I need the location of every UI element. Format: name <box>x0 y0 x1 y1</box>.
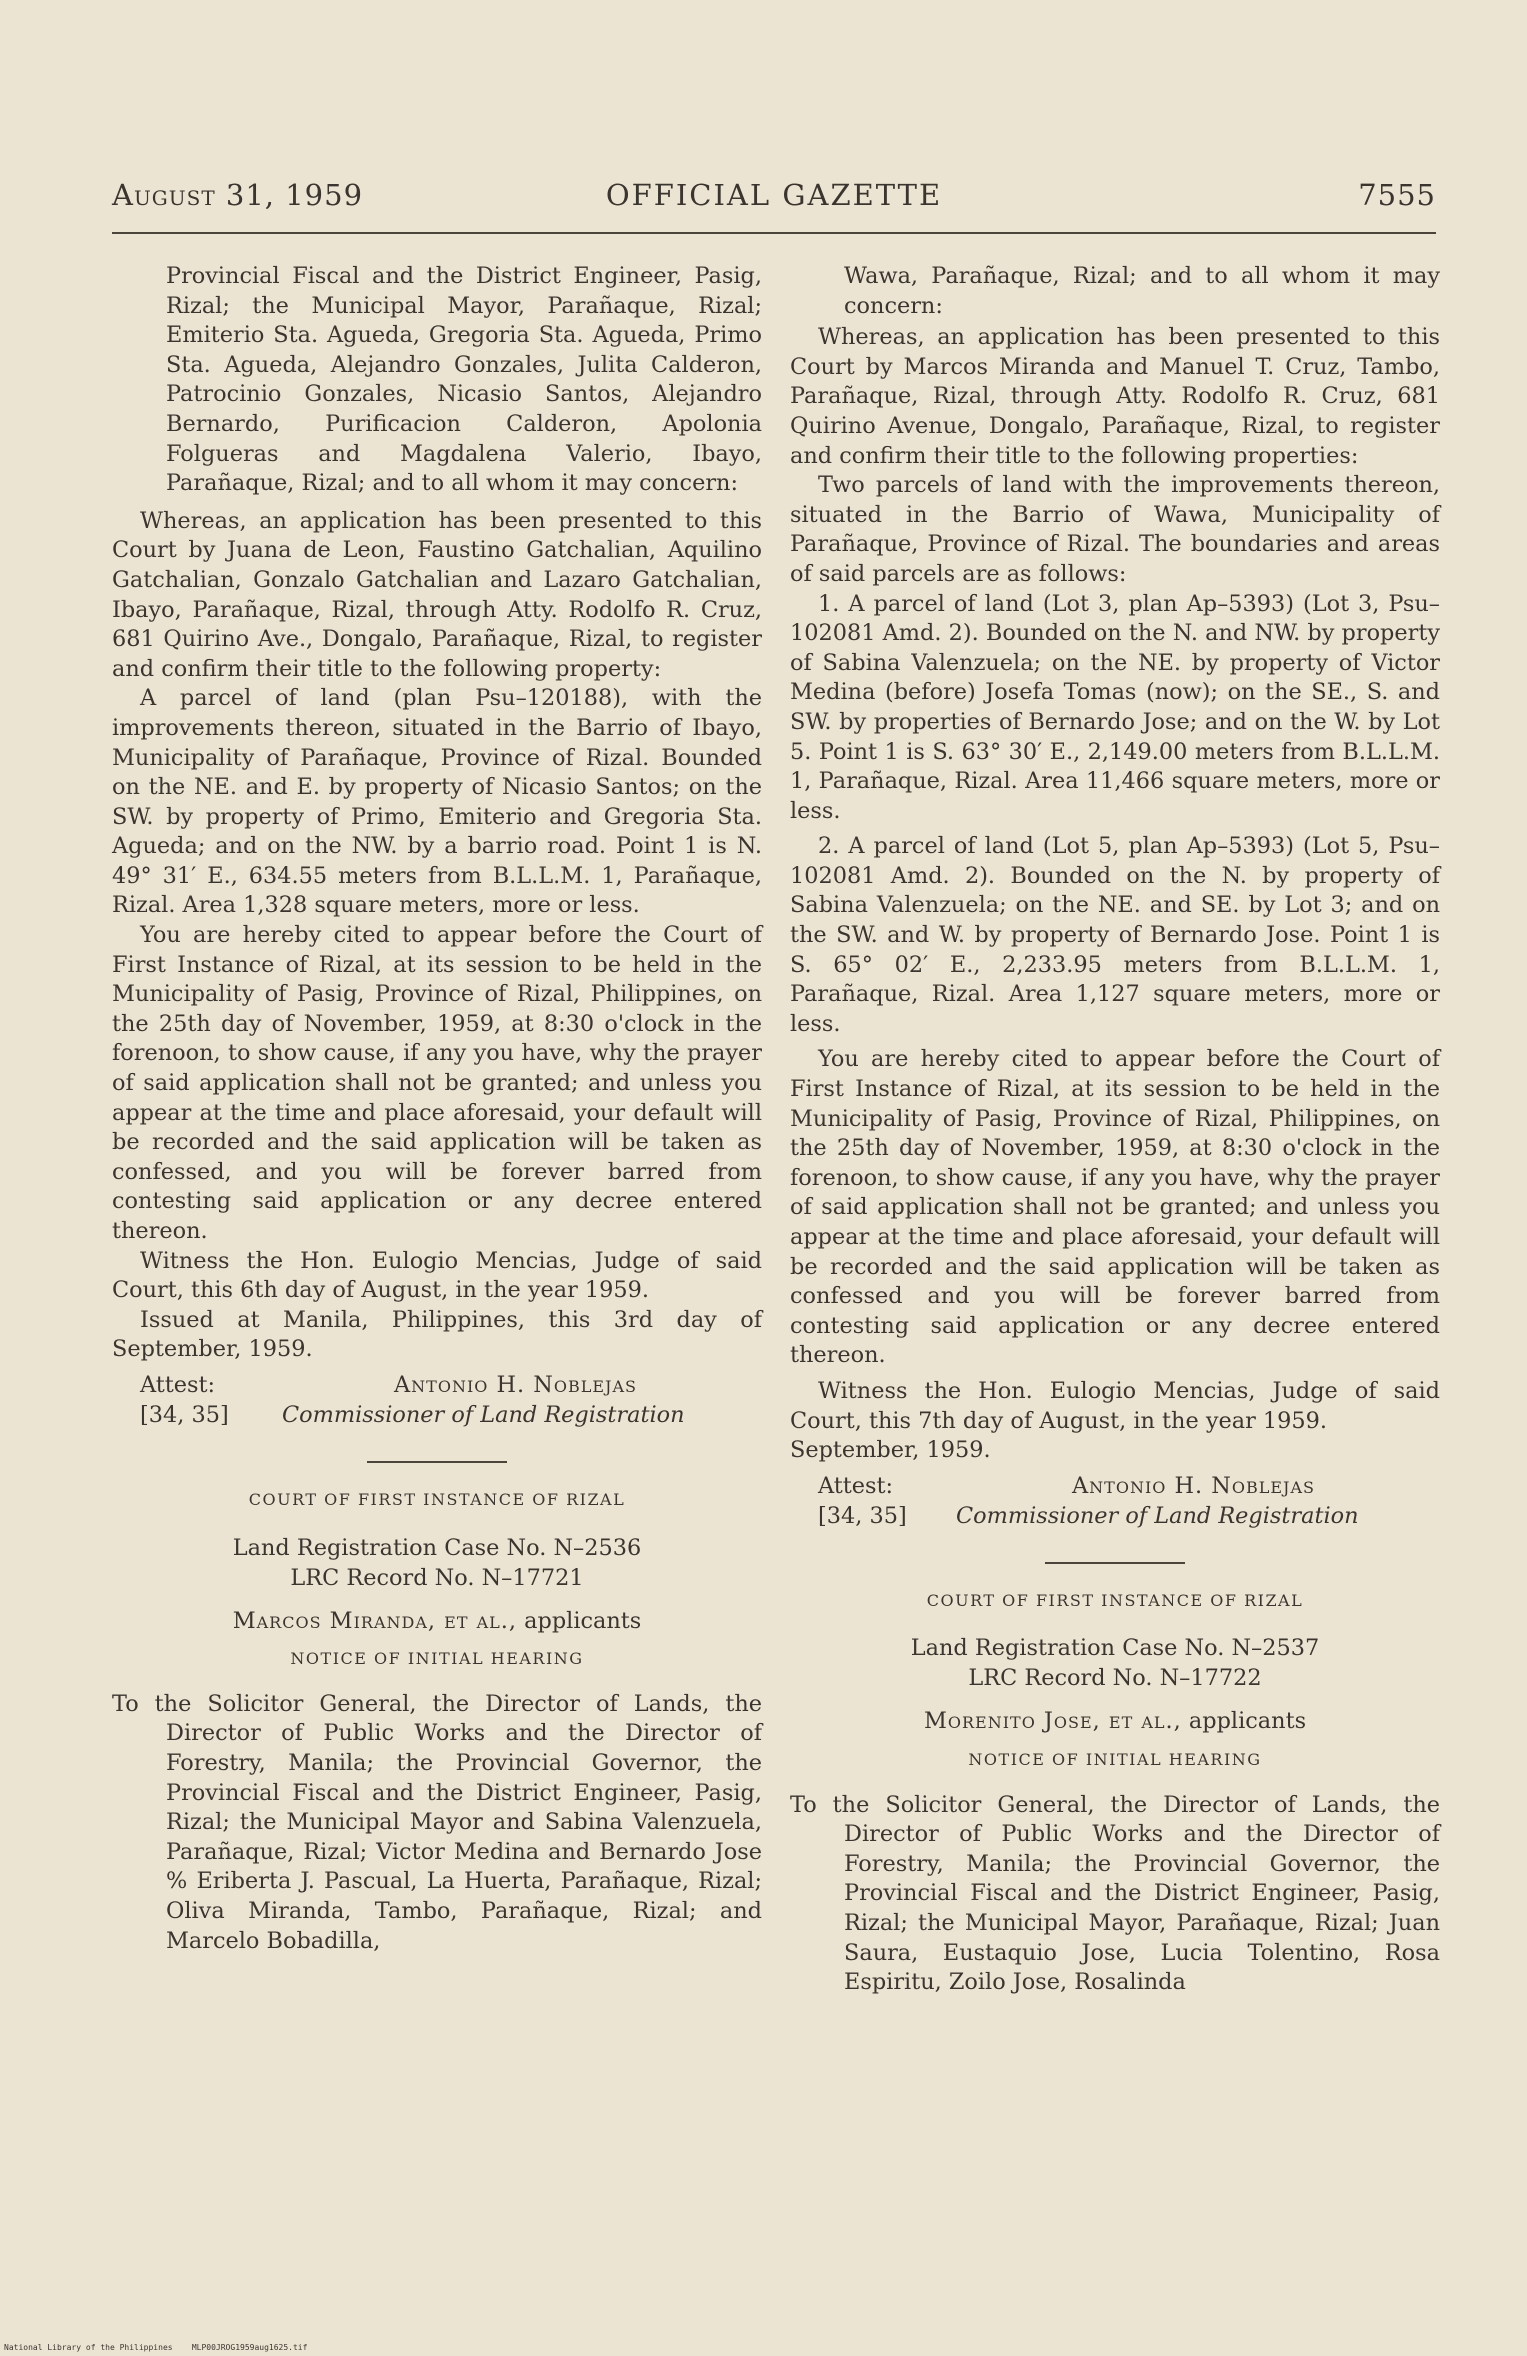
addressee-list: To the Solicitor General, the Director of Lands, the Director of Public Works and the Director of Forestry, Manila; the Provincial Governor, the Provincial Fiscal and the District Engineer, Pasig, Rizal; the Municipal Mayor, Parañaque, Rizal; Juan Saura, Eustaquio Jose, Lucia Tolentino, Rosa Espiritu, Zoilo Jose, Rosalinda <box>790 1791 1440 1996</box>
page-number: 7555 <box>1358 178 1436 212</box>
attest-label: Attest: <box>140 1371 216 1398</box>
attestation <box>790 1472 1440 1534</box>
citation-paragraph: You are hereby cited to appear before the Court of First Instance of Rizal, at its session to be held in the Municipality of Pasig, Province of Rizal, Philippines, on the 25th day of November, 1959, at 8:30 o'clock in the forenoon, to show cause, if any you have, why the prayer of said application shall not be granted; and unless you appear at the time and place aforesaid, your default will be recorded and the said application will be taken as confessed and you will be forever barred from contesting said application or any decree entered thereon. <box>790 1046 1440 1369</box>
addressee-continued: Provincial Fiscal and the District Engineer, Pasig, Rizal; the Municipal Mayor, Parañaque, Rizal; Emiterio Sta. Agueda, Gregoria Sta. Agueda, Primo Sta. Agueda, Alejandro Gonzales, Julita Calderon, Patrocinio Gonzales, Nicasio Santos, Alejandro Bernardo, Purificacion Calderon, Apolonia Folgueras and Magdalena Valerio, Ibayo, Parañaque, Rizal; and to all whom it may concern: <box>166 263 762 497</box>
citation-paragraph: You are hereby cited to appear before the Court of First Instance of Rizal, at its session to be held in the Municipality of Pasig, Province of Rizal, Philippines, on the 25th day of November, 1959, at 8:30 o'clock in the forenoon, to show cause, if any you have, why the prayer of said application shall not be granted; and unless you appear at the time and place aforesaid, your default will be recorded and the said application will be taken as confessed, and you will be forever barred from contesting said application or any decree entered thereon. <box>112 922 762 1244</box>
case-number: Land Registration Case No. N–2537 <box>910 1635 1320 1662</box>
issued-line: September, 1959. <box>790 1437 991 1464</box>
section-divider <box>367 1461 507 1463</box>
case-number: Land Registration Case No. N–2536 <box>232 1534 642 1561</box>
witness-paragraph: Witness the Hon. Eulogio Mencias, Judge of said Court, this 7th day of August, in the year 1959. <box>790 1377 1440 1434</box>
applicants-label: applicants <box>524 1607 642 1634</box>
notice-heading: NOTICE OF INITIAL HEARING <box>290 1649 584 1669</box>
scan-footer <box>4 2343 307 2352</box>
applicant-name: Morenito Jose, et al., <box>923 1708 1182 1735</box>
commissioner-name: Antonio H. Noblejas <box>394 1371 637 1398</box>
lrc-record-number: LRC Record No. N–17722 <box>968 1665 1262 1692</box>
commissioner-title: Commissioner of Land Registration <box>282 1401 685 1428</box>
left-column <box>112 262 762 1956</box>
section-divider <box>1045 1562 1185 1564</box>
header-rule <box>112 232 1436 234</box>
commissioner-title: Commissioner of Land Registration <box>956 1502 1359 1529</box>
addressee-continued: Wawa, Parañaque, Rizal; and to all whom it may concern: <box>844 263 1440 319</box>
court-heading: COURT OF FIRST INSTANCE OF RIZAL <box>248 1489 626 1509</box>
commissioner-name: Antonio H. Noblejas <box>1072 1472 1315 1499</box>
right-column <box>790 262 1440 1998</box>
parcel-1-description: 1. A parcel of land (Lot 3, plan Ap–5393) (Lot 3, Psu–102081 Amd. 2). Bounded on the N. and NW. by property of Sabina Valenzuela; on the NE. by property of Victor Medina (before) Josefa Tomas (now); on the SE., S. and SW. by properties of Bernardo Jose; and on the W. by Lot 5. Point 1 is S. 63° 30′ E., 2,149.00 meters from B.L.L.M. 1, Parañaque, Rizal. Area 11,466 square meters, more or less. <box>790 590 1440 824</box>
notice-heading: NOTICE OF INITIAL HEARING <box>968 1749 1262 1769</box>
attest-reference: [34, 35] <box>140 1401 229 1428</box>
court-heading: COURT OF FIRST INSTANCE OF RIZAL <box>926 1590 1304 1610</box>
attest-reference: [34, 35] <box>818 1502 907 1529</box>
applicant-name: Marcos Miranda, et al., <box>232 1607 518 1634</box>
parcels-intro: Two parcels of land with the improvements thereon, situated in the Barrio of Wawa, Municipality of Parañaque, Province of Rizal. The boundaries and areas of said parcels are as follows: <box>790 472 1440 587</box>
page-header <box>112 178 1436 218</box>
applicants-label: applicants <box>1188 1708 1307 1735</box>
issued-paragraph: Issued at Manila, Philippines, this 3rd day of September, 1959. <box>112 1306 762 1363</box>
addressee-list: To the Solicitor General, the Director of Lands, the Director of Public Works and the Director of Forestry, Manila; the Provincial Governor, the Provincial Fiscal and the District Engineer, Pasig, Rizal; the Municipal Mayor and Sabina Valenzuela, Parañaque, Rizal; Victor Medina and Bernardo Jose % Eriberta J. Pascual, La Huerta, Parañaque, Rizal; Oliva Miranda, Tambo, Parañaque, Rizal; and Marcelo Bobadilla, <box>112 1690 762 1954</box>
parcel-description: A parcel of land (plan Psu–120188), with the improvements thereon, situated in the Barrio of Ibayo, Municipality of Parañaque, Province of Rizal. Bounded on the NE. and E. by property of Nicasio Santos; on the SW. by property of Primo, Emiterio and Gregoria Sta. Agueda; and on the NW. by a barrio road. Point 1 is N. 49° 31′ E., 634.55 meters from B.L.L.M. 1, Parañaque, Rizal. Area 1,328 square meters, more or less. <box>112 685 762 919</box>
witness-paragraph: Witness the Hon. Eulogio Mencias, Judge of said Court, this 6th day of August, in the year 1959. <box>112 1247 762 1304</box>
applicants-line <box>790 1707 1440 1737</box>
parcel-2-description: 2. A parcel of land (Lot 5, plan Ap–5393) (Lot 5, Psu–102081 Amd. 2). Bounded on the N. by property of Sabina Valenzuela; on the NE. and SE. by Lot 3; and on the SW. and W. by property of Bernardo Jose. Point 1 is S. 65° 02′ E., 2,233.95 meters from B.L.L.M. 1, Parañaque, Rizal. Area 1,127 square meters, more or less. <box>790 833 1440 1037</box>
lrc-record-number: LRC Record No. N–17721 <box>290 1564 584 1591</box>
applicants-line <box>112 1607 762 1637</box>
whereas-paragraph: Whereas, an application has been presented to this Court by Marcos Miranda and Manuel T. Cruz, Tambo, Parañaque, Rizal, through Atty. Rodolfo R. Cruz, 681 Quirino Avenue, Dongalo, Parañaque, Rizal, to register and confirm their title to the following properties: <box>790 324 1440 469</box>
whereas-paragraph: Whereas, an application has been presented to this Court by Juana de Leon, Faustino Gatchalian, Aquilino Gatchalian, Gonzalo Gatchalian and Lazaro Gatchalian, Ibayo, Parañaque, Rizal, through Atty. Rodolfo R. Cruz, 681 Quirino Ave., Dongalo, Parañaque, Rizal, to register and confirm their title to the following property: <box>112 507 762 682</box>
scan-filename: MLP00JROG1959aug1625.tif <box>191 2343 308 2352</box>
header-date: August 31, 1959 <box>112 178 364 212</box>
attestation <box>112 1371 762 1433</box>
library-credit: National Library of the Philippines <box>4 2343 173 2352</box>
attest-label: Attest: <box>818 1472 894 1499</box>
header-title: OFFICIAL GAZETTE <box>605 178 943 212</box>
